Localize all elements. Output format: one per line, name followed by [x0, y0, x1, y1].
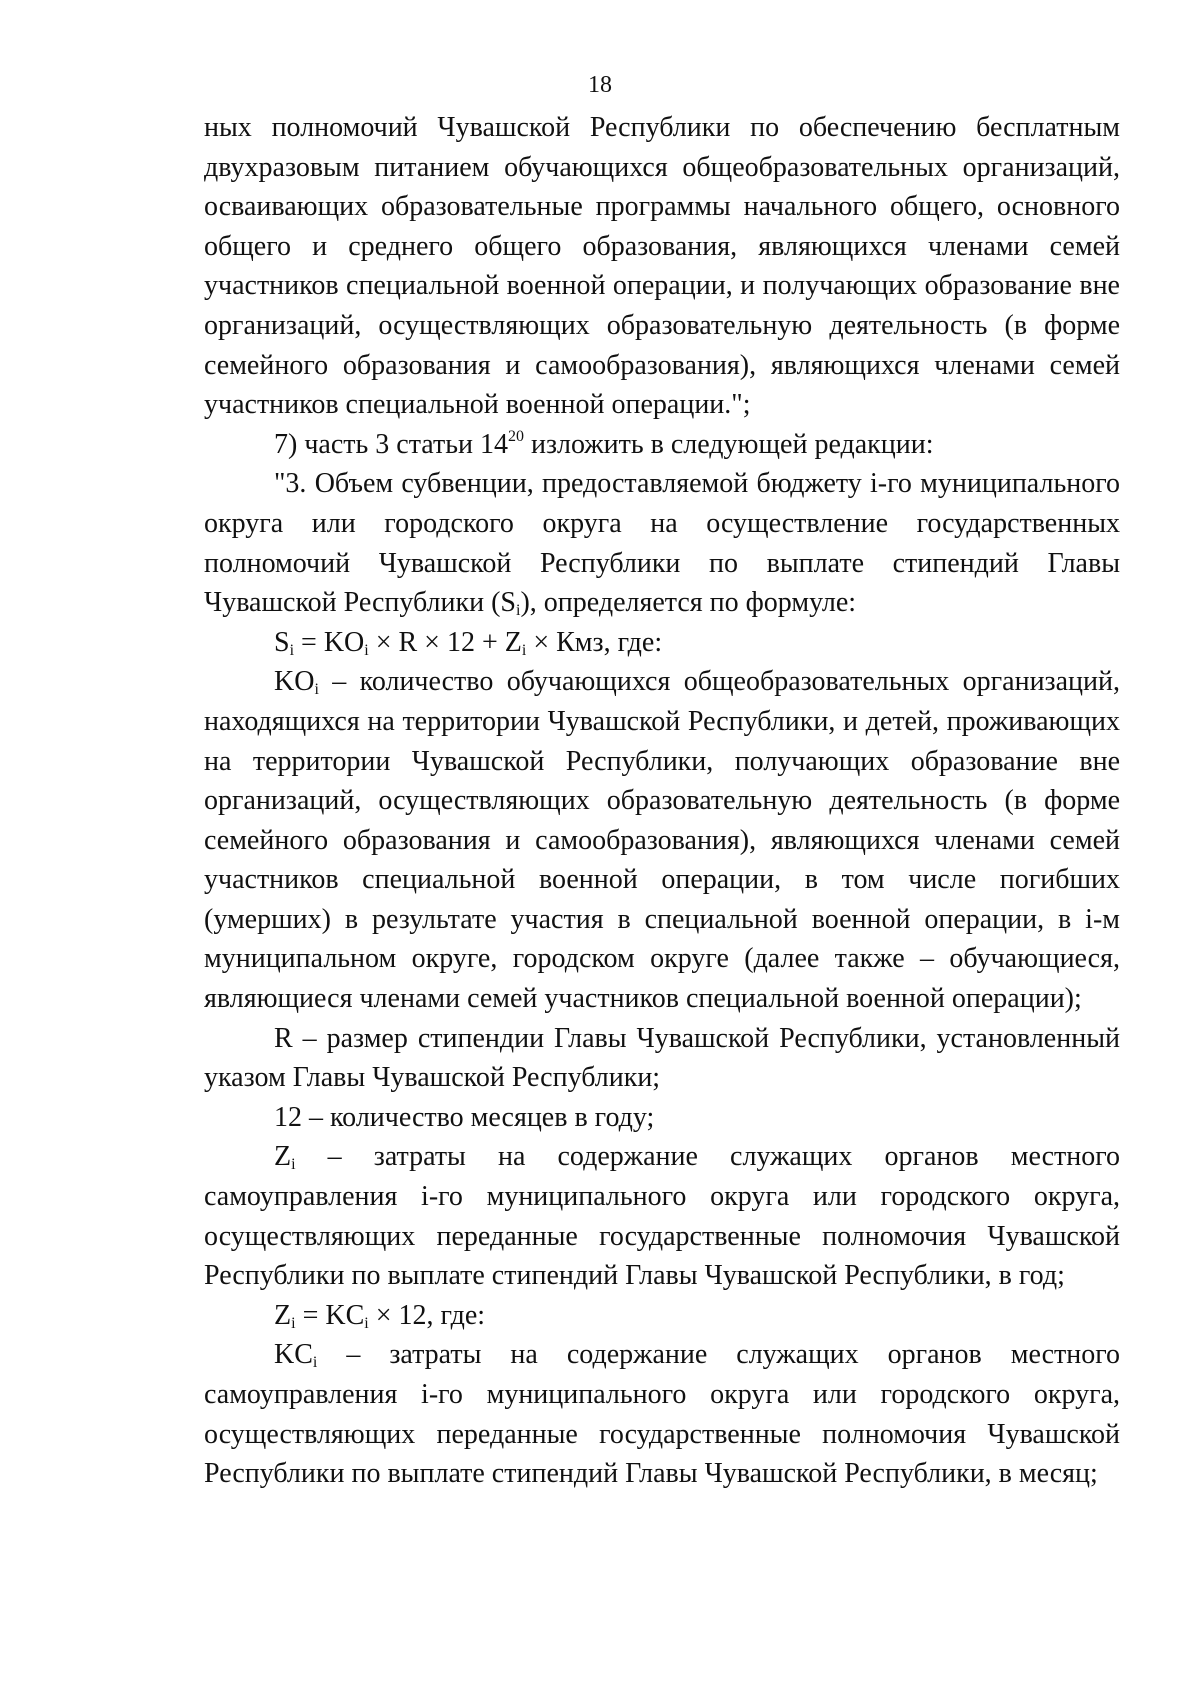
formula-zi: $Z_i = KC_i \times 12$, где: — [274, 1299, 486, 1332]
page-number: 18 — [588, 72, 612, 98]
definition-z: $Z_i$ – затраты на содержание служащих органов местного самоуправления i-го муниципального округа или городского округа, осуществляющих переданные государственные полномочия Чувашской Республики по выплате стипендий Главы Чувашской Республики, в год; — [204, 1141, 1120, 1292]
formula-si: $S_i = KO_i \times R \times 12 + Z_i$ × Кмз, где: — [274, 626, 663, 659]
definition-r: R – размер стипендии Главы Чувашской Республики, установленный указом Главы Чувашской Республики; — [204, 1022, 1120, 1094]
paragraph-continuation: ных полномочий Чувашской Республики по обеспечению бесплатным двухразовым питанием обучающихся общеобразовательных организаций, осваивающих образовательные программы начального общего, основного общего и среднего общего образования, являющихся членами семей участников специальной военной операции, и получающих образование вне организаций, осуществляющих образовательную деятельность (в форме семейного образования и самообразования), являющихся членами семей участников специальной военной операции."; — [204, 112, 1120, 421]
paragraph-subvention-volume: "3. Объем субвенции, предоставляемой бюджету i-го муниципального округа или городского округа на осуществление государственных полномочий Чувашской Республики по выплате стипендий Главы Чувашской Республики $(S_i)$, определяется по формуле: — [204, 468, 1120, 620]
definition-ko: $KO_i$ – количество обучающихся общеобразовательных организаций, находящихся на территории Чувашской Республики, и детей, проживающих на территории Чувашской Республики, получающих образование вне организаций, осуществляющих образовательную деятельность (в форме семейного образования и самообразования), являющихся членами семей участников специальной военной операции, в том числе погибших (умерших) в результате участия в специальной военной операции, в i-м муниципальном округе, городском округе (далее также – обучающиеся, являющиеся членами семей участников специальной военной операции); — [204, 666, 1120, 1015]
definition-12: 12 – количество месяцев в году; — [274, 1101, 655, 1133]
definition-kc: $KC_i$ – затраты на содержание служащих органов местного самоуправления i-го муниципального округа или городского округа, осуществляющих переданные государственные полномочия Чувашской Республики по выплате стипендий Главы Чувашской Республики, в месяц; — [204, 1339, 1120, 1490]
paragraph-item-7: 7) часть 3 статьи $14^{20}$ изложить в следующей редакции: — [274, 427, 934, 460]
document-body — [204, 108, 1120, 1494]
